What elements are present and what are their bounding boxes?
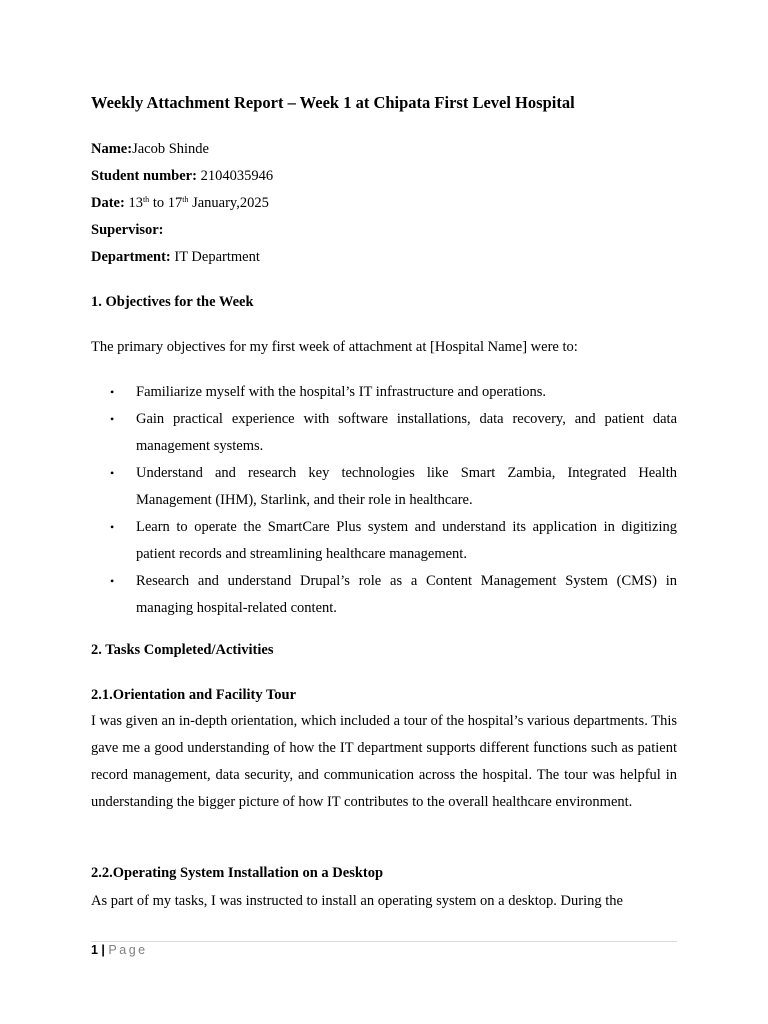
list-item-text: Research and understand Drupal’s role as a Content Management System (CMS) in managing hospital-related content. — [136, 573, 677, 616]
date-sup-end: th — [182, 195, 189, 204]
section-2-heading: 2. Tasks Completed/Activities — [91, 642, 274, 658]
list-item — [91, 514, 677, 568]
date-day-end: to 17 — [149, 195, 183, 211]
page-number: 1 — [91, 943, 98, 957]
footer-divider — [91, 941, 677, 942]
name-label: Name: — [91, 141, 133, 157]
subsection-2-1-body: I was given an in-depth orientation, which included a tour of the hospital’s various departments. This gave me a good understanding of how the IT department supports different functions such as patient record management, data security, and communication across the hospital. The tour was helpful in understanding the bigger picture of how IT contributes to the overall healthcare environment. — [91, 713, 677, 810]
date-day-start: 13 — [124, 195, 143, 211]
date-sup-start: th — [142, 195, 150, 204]
bullet-icon: • — [110, 466, 115, 480]
bullet-icon: • — [110, 412, 115, 426]
date-month-year: January,2025 — [188, 195, 269, 211]
list-item-text: Gain practical experience with software installations, data recovery, and patient data management systems. — [136, 411, 677, 454]
student-number-value: 2104035946 — [196, 168, 274, 184]
bullet-icon: • — [110, 385, 115, 399]
supervisor-field — [91, 222, 164, 239]
name-field — [91, 141, 209, 158]
section-1-heading: 1. Objectives for the Week — [91, 294, 254, 310]
bullet-icon: • — [110, 520, 115, 534]
subsection-2-2-body: As part of my tasks, I was instructed to install an operating system on a desktop. During the — [91, 893, 623, 909]
subsection-2-1-heading: 2.1.Orientation and Facility Tour — [91, 687, 297, 703]
document-title: Weekly Attachment Report – Week 1 at Chipata First Level Hospital — [91, 93, 575, 112]
department-value: IT Department — [170, 249, 260, 265]
objectives-list — [91, 379, 677, 622]
date-label: Date: — [91, 195, 125, 211]
list-item-text: Understand and research key technologies like Smart Zambia, Integrated Health Management (IHM), Starlink, and their role in healthcare. — [136, 465, 677, 508]
list-item-text: Familiarize myself with the hospital’s IT infrastructure and operations. — [136, 384, 547, 400]
date-field — [91, 195, 269, 212]
footer-separator: | — [97, 943, 109, 957]
objectives-intro: The primary objectives for my first week of attachment at [Hospital Name] were to: — [91, 339, 578, 355]
department-label: Department: — [91, 249, 171, 265]
page-label: Page — [108, 943, 148, 957]
student-number-field — [91, 168, 273, 185]
student-number-label: Student number: — [91, 168, 197, 184]
subsection-2-2-heading: 2.2.Operating System Installation on a Desktop — [91, 865, 384, 881]
supervisor-label: Supervisor: — [91, 222, 164, 238]
list-item — [91, 379, 677, 406]
list-item-text: Learn to operate the SmartCare Plus system and understand its application in digitizing patient records and streamlining healthcare management. — [136, 519, 677, 562]
department-field — [91, 249, 260, 266]
list-item — [91, 460, 677, 514]
page-footer — [91, 943, 148, 957]
list-item — [91, 568, 677, 622]
list-item — [91, 406, 677, 460]
bullet-icon: • — [110, 574, 115, 588]
name-value: Jacob Shinde — [132, 141, 209, 157]
